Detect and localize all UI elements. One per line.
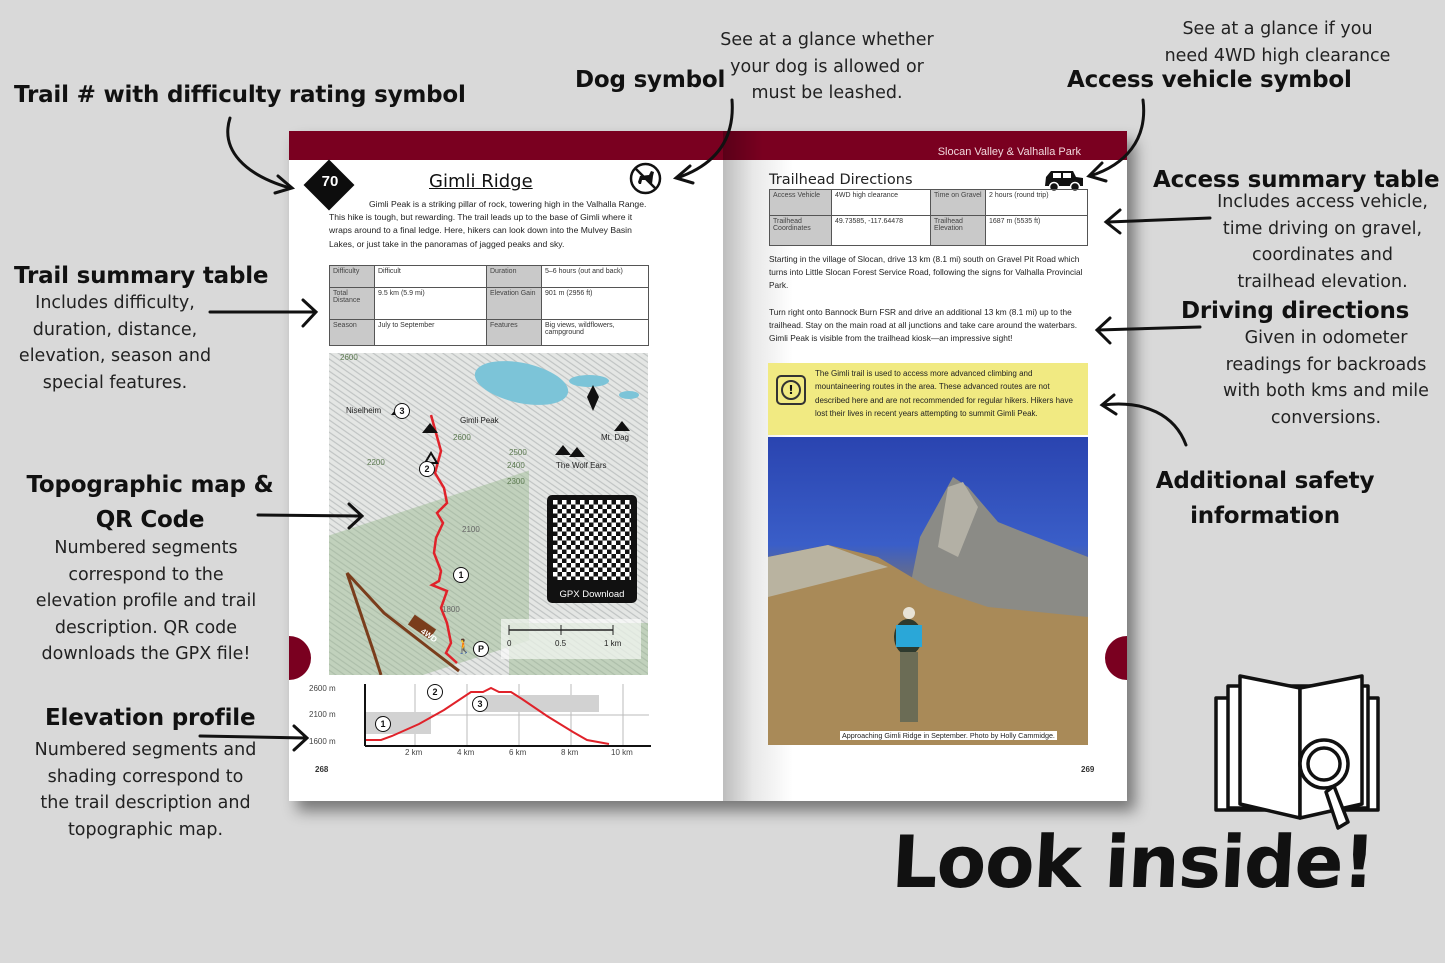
- y-tick: 2100 m: [309, 710, 336, 719]
- table-key: Elevation Gain: [487, 288, 542, 320]
- text-line: coordinates and: [1252, 245, 1393, 265]
- map-label-mt-dag: Mt. Dag: [601, 433, 630, 442]
- annotation-dog-symbol-body: [712, 27, 942, 107]
- gpx-qr-code[interactable]: [547, 495, 637, 603]
- no-dogs-icon: [629, 162, 662, 195]
- page-number-right: 269: [1081, 765, 1095, 774]
- annotation-safety-title: [1140, 464, 1390, 534]
- table-key: Total Distance: [330, 288, 375, 320]
- table-value: 4WD high clearance: [832, 190, 931, 216]
- text-line: elevation profile and trail: [35, 591, 257, 611]
- contour-label: 2100: [462, 525, 480, 534]
- text-line: See at a glance whether: [720, 30, 934, 50]
- text-line: shading correspond to: [47, 766, 244, 787]
- text-line: the trail description and: [40, 793, 251, 813]
- x-tick: 6 km: [509, 748, 527, 757]
- x-tick: 4 km: [457, 748, 475, 757]
- annotation-access-vehicle-body: [1150, 16, 1405, 69]
- north-arrow-icon: [587, 385, 599, 411]
- parking-icon: P: [473, 641, 489, 657]
- page-number-left: 268: [315, 765, 329, 774]
- annotation-driving-directions-title: Driving directions: [1181, 298, 1410, 324]
- annotation-trail-summary-body: [0, 290, 230, 396]
- y-tick: 1600 m: [309, 737, 336, 746]
- book-spread: [289, 131, 1127, 801]
- profile-segment-1: 1: [375, 716, 391, 732]
- trail-summary-table: [329, 265, 649, 346]
- contour-label: 2600: [340, 353, 358, 362]
- text-line: downloads the GPX file!: [41, 644, 251, 664]
- annotation-access-summary-title: Access summary table: [1153, 167, 1440, 193]
- annotation-access-vehicle-title: Access vehicle symbol: [1067, 67, 1352, 93]
- table-value: July to September: [375, 320, 487, 346]
- contour-label: 2300: [507, 477, 525, 486]
- text-line: elevation, season and: [18, 346, 212, 366]
- text-line: Topographic map &: [26, 472, 274, 498]
- qr-code-pattern: [553, 500, 631, 580]
- x-tick: 8 km: [561, 748, 579, 757]
- text-line: Numbered segments and: [34, 740, 257, 760]
- trail-number: 70: [321, 173, 339, 190]
- annotation-elevation-title: Elevation profile: [45, 705, 256, 731]
- scale-tick: 0.5: [555, 639, 567, 648]
- trailhead-directions-title: Trailhead Directions: [769, 172, 913, 188]
- text-line: trailhead elevation.: [1237, 271, 1408, 292]
- table-key: Duration: [487, 266, 542, 288]
- profile-segment-3: 3: [472, 696, 488, 712]
- annotation-dog-symbol-title: Dog symbol: [575, 67, 726, 93]
- qr-label: GPX Download: [559, 589, 625, 600]
- text-line: Additional safety: [1155, 468, 1375, 494]
- scale-tick: 0: [507, 639, 512, 648]
- trail-intro: Gimli Peak is a striking pillar of rock, towering high in the Valhalla Range. This hike is tough, but rewarding. The trail leads up to the base of Gimli where it wraps around to a final ledge. Here, hikers can look down into the Mulvey Basin Lakes, or just take in the panoramas of jagged peaks and sky.: [329, 199, 647, 249]
- table-value: Difficult: [375, 266, 487, 288]
- text-line: QR Code: [95, 507, 205, 533]
- contour-label: 2200: [367, 458, 385, 467]
- text-line: with both kms and mile: [1223, 381, 1429, 401]
- elevation-profile-chart: [309, 680, 654, 762]
- directions-paragraph-1: Starting in the village of Slocan, drive 13 km (8.1 mi) south on Gravel Pit Road which turns into Little Slocan Forest Service Road, following the signs for Valhalla Provincial Park.: [769, 254, 1083, 291]
- warning-text: The Gimli trail is used to access more advanced climbing and mountaineering routes in the area. These advanced routes are not described here and are not recommended for regular hikers. Hikers have lost their lives in recent years attempting to summit Gimli Peak.: [815, 369, 1073, 418]
- book-magnifier-icon: [1210, 670, 1390, 840]
- text-line: Includes difficulty,: [35, 293, 195, 313]
- trail-photo: [768, 437, 1088, 745]
- annotation-topo-map-title: [20, 468, 280, 538]
- text-line: must be leashed.: [751, 83, 903, 103]
- table-key: Access Vehicle: [770, 190, 832, 216]
- text-line: Numbered segments: [54, 538, 238, 558]
- text-line: Includes access vehicle,: [1217, 192, 1428, 212]
- contour-label: 1800: [442, 605, 460, 614]
- warning-icon: !: [776, 375, 806, 405]
- segment-marker-1: 1: [453, 567, 469, 583]
- road-label-4wd: 4WD: [419, 626, 439, 645]
- map-scale-bar: [501, 619, 641, 659]
- text-line: description. QR code: [54, 617, 238, 638]
- text-line: need 4WD high clearance: [1164, 45, 1391, 66]
- look-inside-text: Look inside!: [889, 820, 1377, 904]
- table-key: Season: [330, 320, 375, 346]
- annotation-trail-summary-title: Trail summary table: [14, 263, 269, 289]
- x-tick: 2 km: [405, 748, 423, 757]
- table-key: Trailhead Elevation: [931, 216, 986, 246]
- table-key: Features: [487, 320, 542, 346]
- table-row: [330, 288, 649, 320]
- y-tick: 2600 m: [309, 684, 336, 693]
- table-value: Big views, wildflowers, campground: [542, 320, 649, 346]
- annotation-topo-map-body: [15, 535, 277, 668]
- safety-warning-box: [768, 363, 1088, 435]
- table-value: 49.73585, -117.64478: [832, 216, 931, 246]
- map-label-wolf-ears: The Wolf Ears: [556, 461, 607, 470]
- table-row: [330, 320, 649, 346]
- table-value: 9.5 km (5.9 mi): [375, 288, 487, 320]
- page-banner: [289, 131, 723, 160]
- text-line: See at a glance if you: [1182, 19, 1373, 39]
- left-page: [289, 131, 723, 801]
- text-line: time driving on gravel,: [1222, 218, 1423, 239]
- map-label-niselheim: Niselheim: [346, 406, 382, 415]
- right-page: [723, 131, 1127, 801]
- text-line: your dog is allowed or: [730, 56, 924, 77]
- profile-segment-2: 2: [427, 684, 443, 700]
- scale-tick: 1 km: [604, 639, 622, 648]
- text-line: readings for backroads: [1225, 354, 1427, 375]
- text-line: conversions.: [1270, 407, 1382, 428]
- annotation-driving-directions-body: [1212, 325, 1440, 431]
- text-line: correspond to the: [68, 564, 224, 585]
- table-key: Difficulty: [330, 266, 375, 288]
- segment-marker-2: 2: [419, 461, 435, 477]
- hiker-icon: 🚶: [455, 639, 473, 655]
- text-line: information: [1190, 503, 1340, 529]
- table-value: 1687 m (5535 ft): [986, 216, 1088, 246]
- contour-label: 2500: [509, 448, 527, 457]
- table-row: [770, 216, 1088, 246]
- segment-marker-3: 3: [394, 403, 410, 419]
- x-tick: 10 km: [611, 748, 633, 757]
- table-row: [330, 266, 649, 288]
- text-line: duration, distance,: [32, 319, 198, 340]
- section-title: Slocan Valley & Valhalla Park: [937, 146, 1081, 158]
- directions-paragraph-2: Turn right onto Bannock Burn FSR and drive an additional 13 km (8.1 mi) up to the trailhead. Stay on the main road at all junctions and take care around the waterbars. Gimli Peak is visible from the trailhead kiosk—an impressive sight!: [769, 307, 1078, 344]
- table-key: Trailhead Coordinates: [770, 216, 832, 246]
- annotation-elevation-body: [18, 737, 273, 843]
- topographic-map: [329, 353, 648, 675]
- text-line: topographic map.: [67, 819, 224, 840]
- table-value: 2 hours (round trip): [986, 190, 1088, 216]
- contour-label: 2600: [453, 433, 471, 442]
- photo-caption: Approaching Gimli Ridge in September. Photo by Holly Cammidge.: [842, 731, 1055, 740]
- access-summary-table: [769, 189, 1088, 246]
- trail-title: Gimli Ridge: [429, 171, 533, 192]
- text-line: Given in odometer: [1244, 328, 1408, 348]
- annotation-access-summary-body: [1205, 189, 1440, 295]
- contour-label: 2400: [507, 461, 525, 470]
- text-line: special features.: [42, 372, 188, 393]
- table-value: 901 m (2956 ft): [542, 288, 649, 320]
- table-value: 5–6 hours (out and back): [542, 266, 649, 288]
- map-label-gimli-peak: Gimli Peak: [460, 416, 499, 425]
- annotation-trail-number-title: Trail # with difficulty rating symbol: [14, 82, 466, 108]
- table-key: Time on Gravel: [931, 190, 986, 216]
- table-row: [770, 190, 1088, 216]
